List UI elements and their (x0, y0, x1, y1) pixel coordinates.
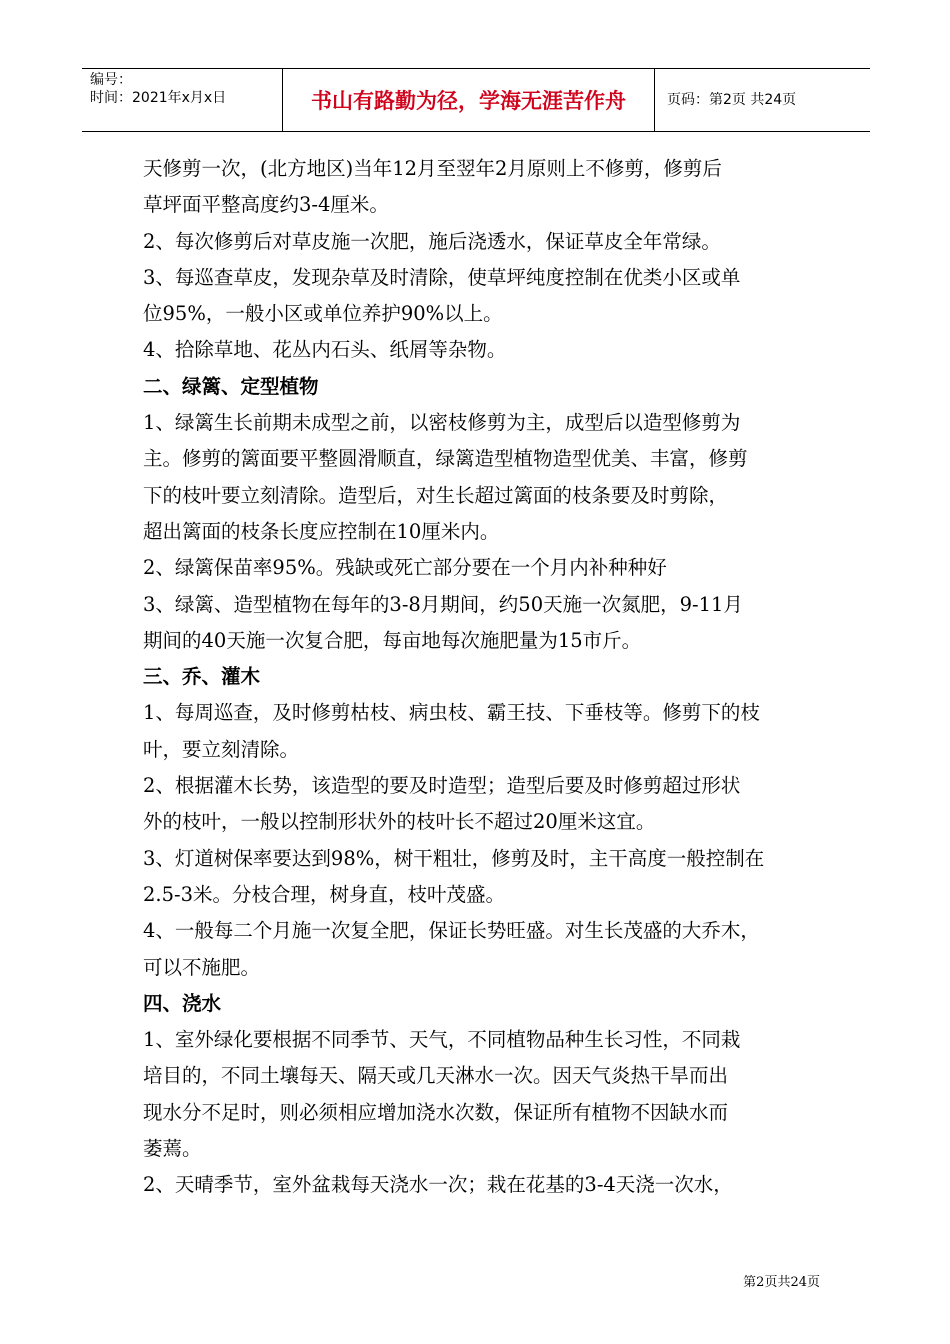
paragraph-line: 3、每巡查草皮，发现杂草及时清除，使草坪纯度控制在优类小区或单 (143, 265, 741, 289)
paragraph-line: 2、根据灌木长势，该造型的要及时造型；造型后要及时修剪超过形状 (143, 774, 741, 798)
paragraph-line: 草坪面平整高度约3-4厘米。 (143, 193, 389, 217)
paragraph-line: 叶，要立刻清除。 (143, 737, 300, 761)
header-meta-cell (82, 69, 283, 131)
paragraph-line: 现水分不足时，则必须相应增加浇水次数，保证所有植物不因缺水而 (143, 1100, 729, 1124)
page-footer: 第2页共24页 (743, 1275, 820, 1290)
page-code: 页码：第2页 共24页 (667, 92, 797, 108)
paragraph-line: 2.5-3米。分枝合理，树身直，枝叶茂盛。 (143, 882, 506, 906)
paragraph-line: 下的枝叶要立刻清除。造型后，对生长超过篱面的枝条要及时剪除， (143, 483, 729, 507)
paragraph-line: 4、拾除草地、花丛内石头、纸屑等杂物。 (143, 338, 507, 362)
paragraph-line: 主。修剪的篱面要平整圆滑顺直，绿篱造型植物造型优美、丰富，修剪 (143, 447, 748, 471)
paragraph-line: 2、每次修剪后对草皮施一次肥，施后浇透水，保证草皮全年常绿。 (143, 229, 721, 253)
paragraph-line: 位95%，一般小区或单位养护90%以上。 (143, 302, 503, 326)
paragraph-line: 3、绿篱、造型植物在每年的3-8月期间，约50天施一次氮肥，9-11月 (143, 592, 743, 616)
paragraph-line: 2、绿篱保苗率95%。残缺或死亡部分要在一个月内补种种好 (143, 556, 667, 580)
section-heading: 四、浇水 (143, 991, 222, 1015)
motto-text: 书山有路勤为径，学海无涯苦作舟 (311, 89, 626, 113)
paragraph-line: 4、一般每二个月施一次复全肥，保证长势旺盛。对生长茂盛的大乔木， (143, 919, 760, 943)
paragraph-line: 外的枝叶，一般以控制形状外的枝叶长不超过20厘米这宜。 (143, 810, 656, 834)
paragraph-line: 1、室外绿化要根据不同季节、天气，不同植物品种生长习性，不同栽 (143, 1028, 741, 1052)
section-heading: 三、乔、灌木 (143, 665, 261, 689)
paragraph-line: 1、每周巡查，及时修剪枯枝、病虫枝、霸王技、下垂枝等。修剪下的枝 (143, 701, 760, 725)
page-header (82, 68, 870, 132)
paragraph-line: 2、天晴季节，室外盆栽每天浇水一次；栽在花基的3-4天浇一次水， (143, 1173, 733, 1197)
document-body (143, 151, 823, 1204)
paragraph-line: 期间的40天施一次复合肥，每亩地每次施肥量为15市斤。 (143, 628, 642, 652)
section-heading: 二、绿篱、定型植物 (143, 374, 319, 398)
header-motto-cell (283, 69, 655, 131)
paragraph-line: 超出篱面的枝条长度应控制在10厘米内。 (143, 519, 500, 543)
date-label: 时间：2021年x月x日 (90, 90, 227, 106)
paragraph-line: 天修剪一次，(北方地区)当年12月至翌年2月原则上不修剪，修剪后 (143, 157, 722, 180)
paragraph-line: 萎蔫。 (143, 1137, 202, 1161)
paragraph-line: 1、绿篱生长前期未成型之前，以密枝修剪为主，成型后以造型修剪为 (143, 411, 741, 435)
doc-number-label: 编号： (90, 72, 132, 88)
paragraph-line: 培目的，不同土壤每天、隔天或几天淋水一次。因天气炎热干旱而出 (143, 1064, 729, 1088)
paragraph-line: 可以不施肥。 (143, 955, 261, 979)
paragraph-line: 3、灯道树保率要达到98%，树干粗壮，修剪及时，主干高度一般控制在 (143, 846, 765, 870)
header-page-cell (655, 69, 870, 131)
